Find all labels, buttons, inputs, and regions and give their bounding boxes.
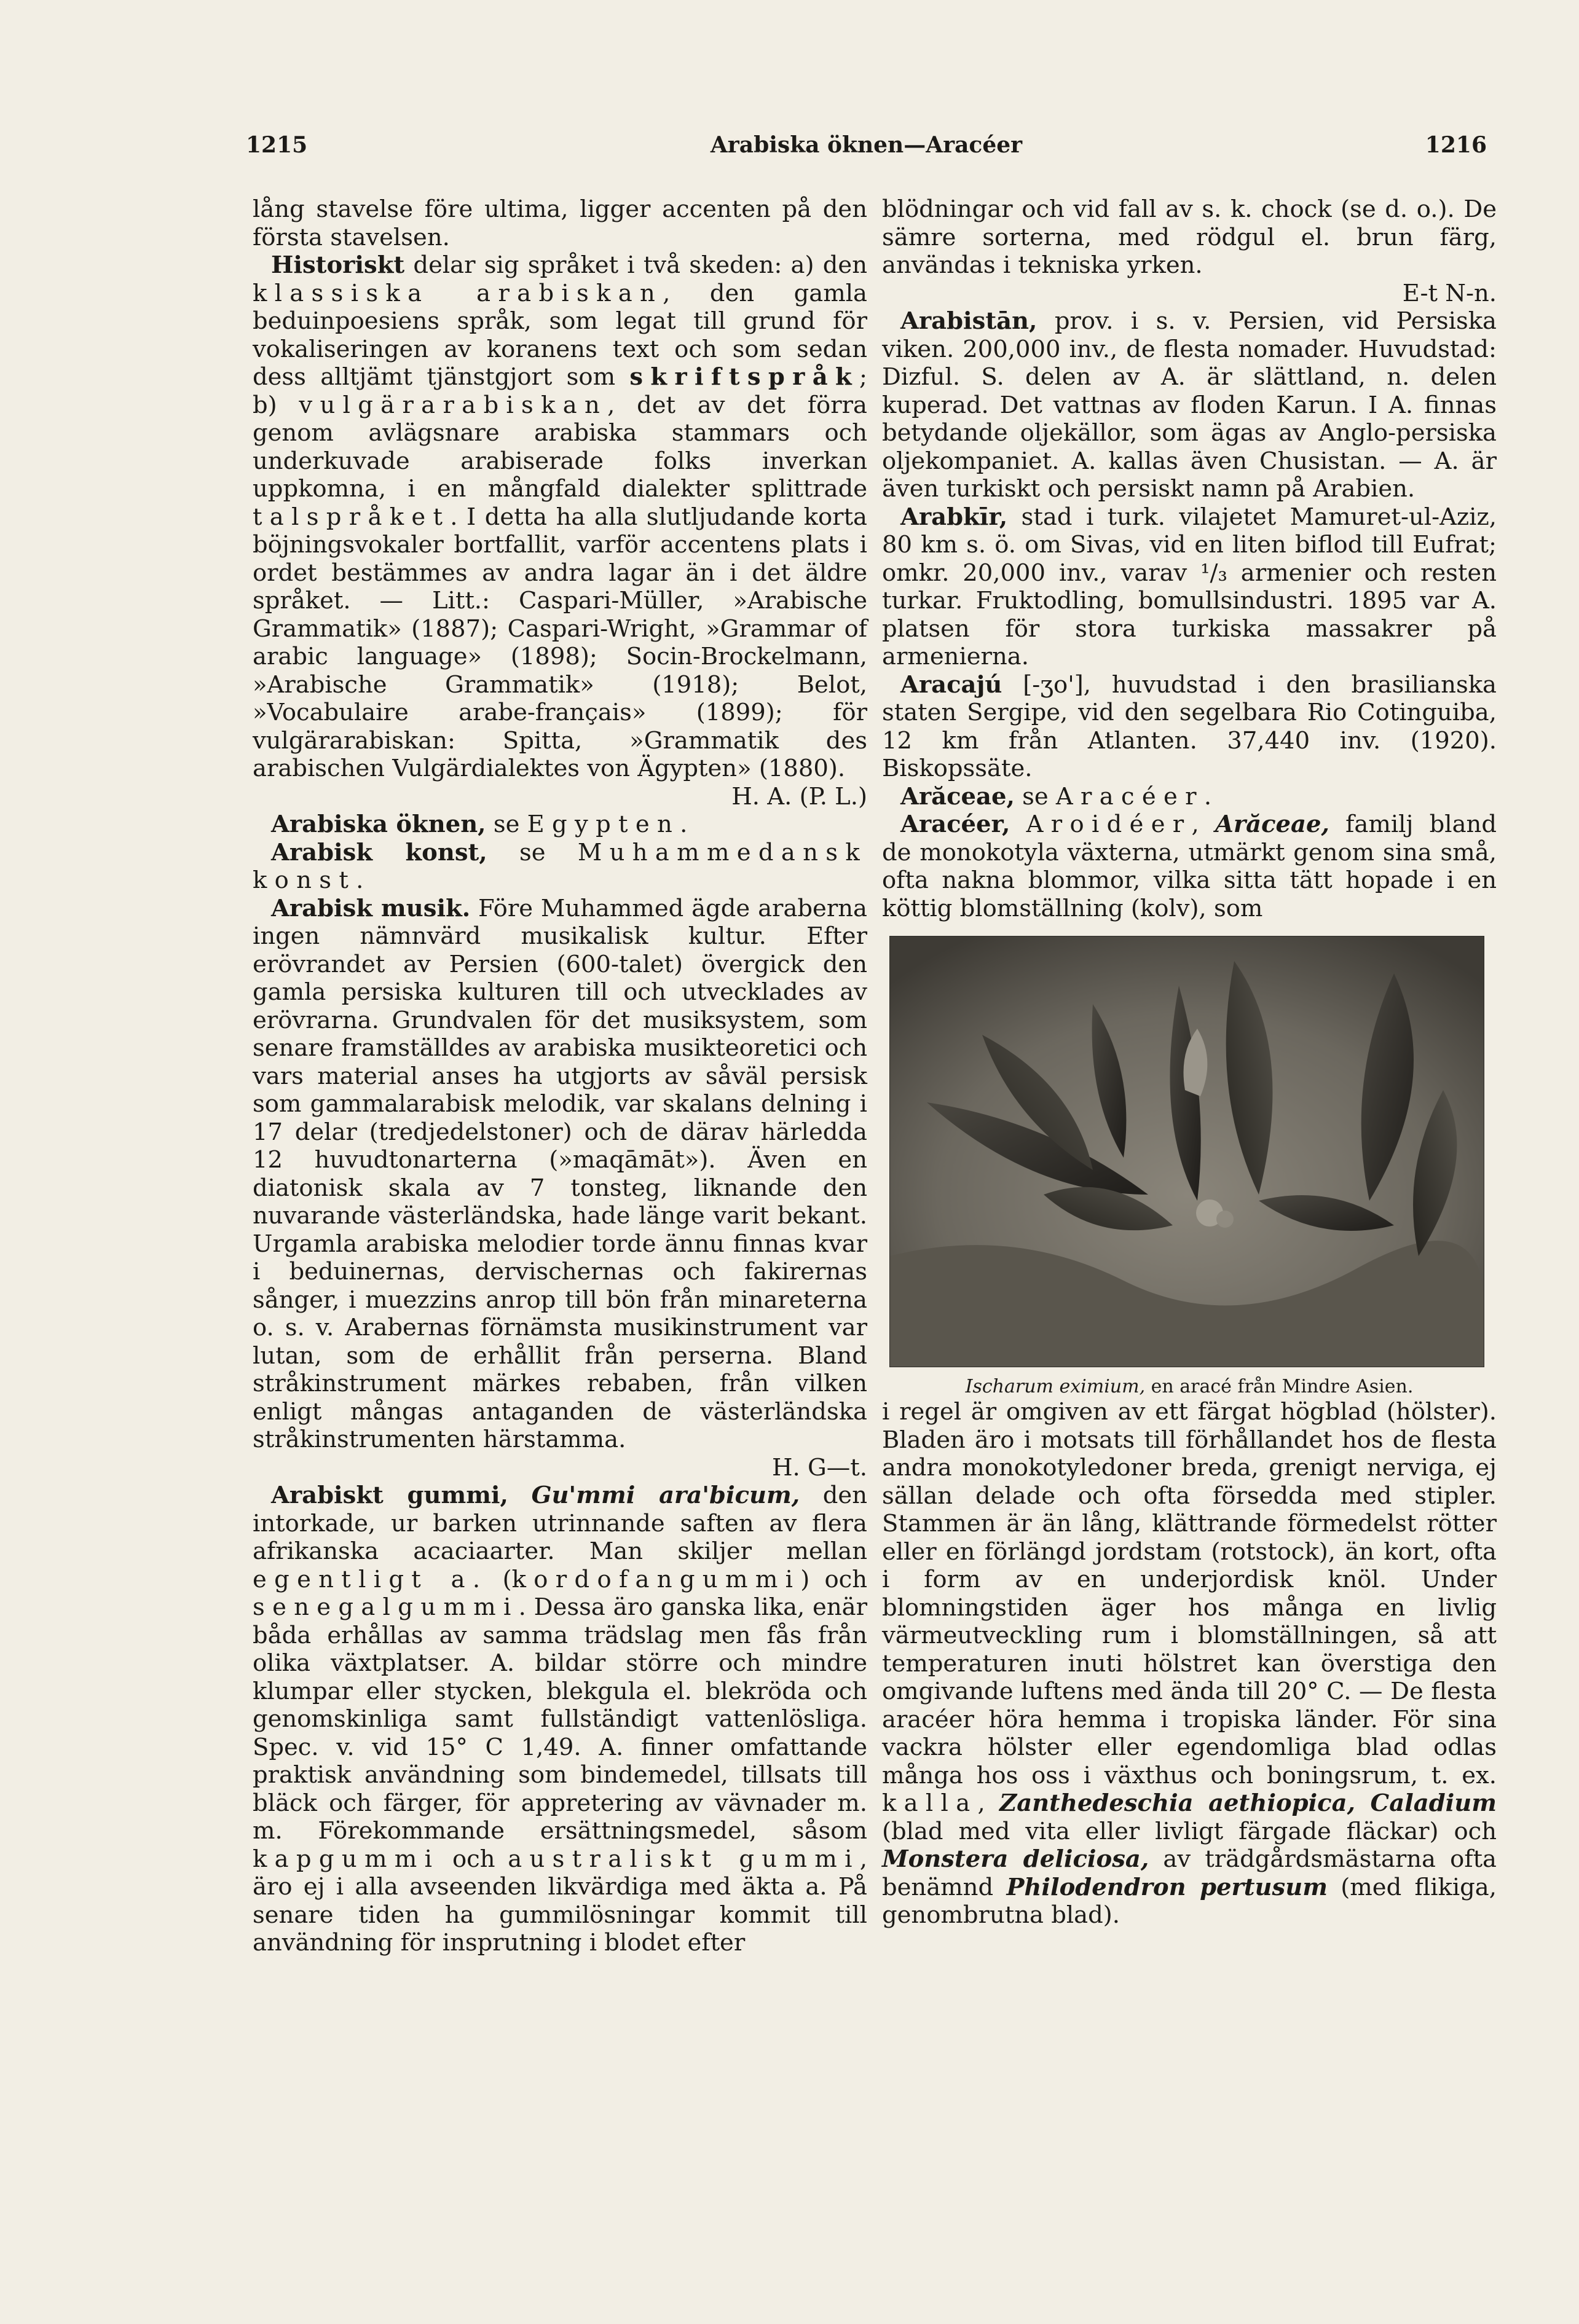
photo-ischarum-eximium [890,936,1484,1367]
left-column [253,195,867,1957]
right-column [882,195,1497,1929]
paragraph-araceer-continued: i regel är omgiven av ett färgat högblad (hölster). Bladen äro i motsats till förhållandet hos de flesta andra monokotyledoner breda, grenigt nerviga, ej sällan delade och ofta försedda med stipler. Stammen är än lång, klättrande förmedelst rötter eller en förlängd jordstam (rotstock), än kort, ofta i form av en underjordisk knöl. Under blomningstiden äger hos många en livlig värmeutveckling rum i blomställningen, så att temperaturen inuti hölstret kan överstiga den omgivande luftens med ända till 20° C. — De flesta aracéer höra hemma i tropiska länder. För sina vackra hölster eller egendomliga blad odlas många hos oss i växthus och boningsrum, t. ex. kalla, Zanthedeschia aethiopica, Caladium (blad med vita eller livligt färgade fläckar) och Monstera deliciosa, av trädgårdsmästarna ofta benämnd Philodendron pertusum (med flikiga, genombrutna blad). [882,1398,1497,1929]
entry-araceae: Arăceae, se Aracéer. [900,782,1212,811]
paragraph-continuation: lång stavelse före ultima, ligger accenten på den första stavelsen. [253,195,867,251]
figure-caption: Ischarum eximium, en aracé från Mindre Asien. [965,1376,1414,1397]
running-header [246,132,1487,169]
signature-gummi: E-t N-n. [1402,279,1497,307]
running-title: Arabiska öknen—Aracéer [710,132,1023,158]
entry-arabisk-musik: Arabisk musik. Före Muhammed ägde araberna ingen nämnvärd musikalisk kultur. Efter erövrandet av Persien (600-talet) övergick den gamla persiska kulturen till och utvecklades av erövrarna. Grundvalen för det musiksystem, som senare framställdes av arabiska musikteoretici och vars material anses ha utgjorts av såväl persisk som gammalarabisk melodik, var skalans delning i 17 delar (tredjedelstoner) och de därav härledda 12 huvudtonarterna (»maqāmāt»). Även en diatonisk skala av 7 tonsteg, liknande den nuvarande västerländska, hade länge varit bekant. Urgamla arabiska melodier torde ännu finnas kvar i beduinernas, dervischernas och fakirernas sånger, i muezzins anrop till bön från minareterna o. s. v. Arabernas förnämsta musikinstrument var lutan, som de erhållit från perserna. Bland stråkinstrument märkes rebaben, från vilken enligt mångas antaganden de västerländska stråkinstrumenten härstamma. [253,894,867,1453]
page-number-right: 1216 [1425,132,1487,158]
entry-arabistan: Arabistān, prov. i s. v. Persien, vid Persiska viken. 200,000 inv., de flesta nomader. Huvudstad: Dizful. S. delen av A. är slättland, n. delen kuperad. Det vattnas av floden Karun. I A. finnas betydande oljekällor, som ägas av Anglo-persiska oljekompaniet. A. kallas även Chusistan. — A. är även turkiskt och persiskt namn på Arabien. [882,307,1497,503]
paragraph-historiskt: Historiskt delar sig språket i två skeden: a) den klassiska arabiskan, den gamla beduinpoesiens språk, som legat till grund för vokaliseringen av koranens text och som sedan dess alltjämt tjänstgjort som skriftspråk; b) vulgärarabiskan, det av det förra genom avlägsnare arabiska stammars och underkuvade arabiserade folks inverkan uppkomna, i en mångfald dialekter splittrade talspråket. I detta ha alla slutljudande korta böjningsvokaler bortfallit, varför accentens plats i ordet bestämmes av andra lagar än i det äldre språket. — Litt.: Caspari-Müller, »Arabische Grammatik» (1887); Caspari-Wright, »Grammar of arabic language» (1898); Socin-Brockelmann, »Arabische Grammatik» (1918); Belot, »Vocabulaire arabe-français» (1899); för vulgärarabiskan: Spitta, »Grammatik des arabischen Vulgärdialektes von Ägypten» (1880). [253,251,867,782]
signature-historiskt: H. A. (P. L.) [731,782,867,811]
signature-musik: H. G—t. [771,1453,867,1482]
entry-araceer: Aracéer, Aroidéer, Arăceae, familj bland de monokotyla växterna, utmärkt genom sina små, ofta nakna blommor, vilka sitta tätt hopade i en köttig blomställning (kolv), som [882,811,1497,922]
page-number-left: 1215 [246,132,308,158]
entry-arabiska-oknen: Arabiska öknen, se Egypten. [271,811,688,838]
entry-arabkir: Arabkīr, stad i turk. vilajetet Mamuret-ul-Aziz, 80 km s. ö. om Sivas, vid en liten biflod till Eufrat; omkr. 20,000 inv., varav ¹/₃ armenier och resten turkar. Fruktodling, bomullsindustri. 1895 var A. platsen för stora turkiska massakrer på armenierna. [882,503,1497,670]
plant-photograph [889,936,1484,1367]
entry-aracaju: Aracajú [-ʒo'], huvudstad i den brasilianska staten Sergipe, vid den segelbara Rio Cotinguiba, 12 km från Atlanten. 37,440 inv. (1920). Biskopssäte. [882,670,1497,782]
paragraph-continuation-right: blödningar och vid fall av s. k. chock (se d. o.). De sämre sorterna, med rödgul el. brun färg, användas i tekniska yrken. [882,195,1497,279]
entry-arabiskt-gummi: Arabiskt gummi, Gu'mmi ara'bicum, den intorkade, ur barken utrinnande saften av flera afrikanska acaciaarter. Man skiljer mellan egentligt a. (kordofangummi) och senegalgummi. Dessa äro ganska lika, enär båda erhållas av samma trädslag men fås från olika växtplatser. A. bildar större och mindre klumpar eller stycken, blekgula el. blekröda och genomskinliga samt fullständigt vattenlösliga. Spec. v. vid 15° C 1,49. A. finner omfattande praktisk användning som bindemedel, tillsats till bläck och färger, för appretering av vävnader m. m. Förekommande ersättningsmedel, såsom kapgummi och australiskt gummi, äro ej i alla avseenden likvärdiga med äkta a. På senare tiden ha gummilösningar kommit till användning för insprutning i blodet efter [253,1482,867,1957]
entry-arabisk-konst: Arabisk konst, se Muhammedansk konst. [253,838,867,894]
